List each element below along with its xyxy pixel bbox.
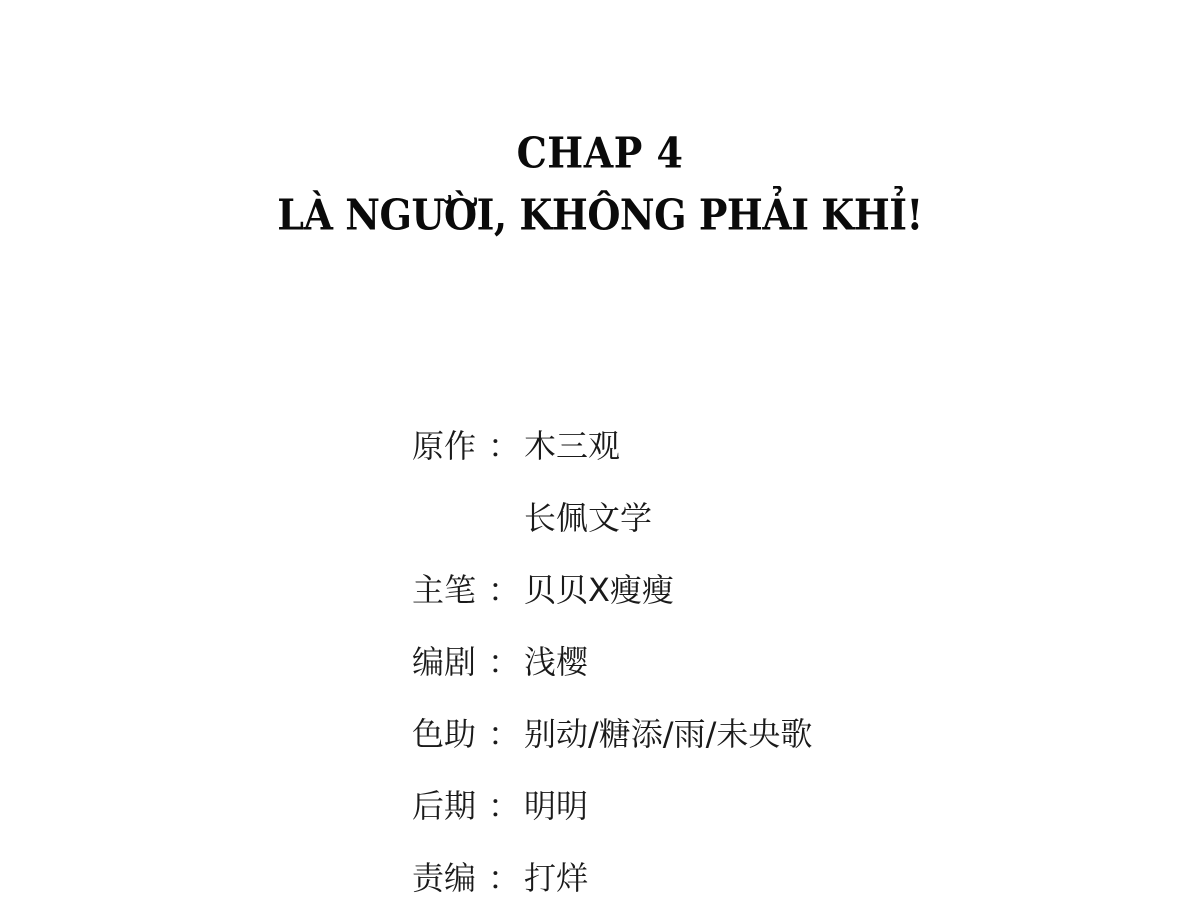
credit-colon: ： bbox=[487, 859, 520, 897]
credit-row-lead-artist bbox=[412, 552, 1172, 624]
credits-list bbox=[412, 408, 1172, 912]
credit-label: 色助 bbox=[412, 715, 477, 753]
credit-colon: ： bbox=[487, 643, 520, 681]
credit-value: 打烊 bbox=[524, 859, 589, 897]
credit-value: 长佩文学 bbox=[524, 499, 653, 537]
credit-label: 责编 bbox=[412, 859, 477, 897]
credit-value: 浅樱 bbox=[524, 643, 589, 681]
credit-colon: ： bbox=[487, 427, 520, 465]
chapter-title: LÀ NGƯỜI, KHÔNG PHẢI KHỈ! bbox=[277, 189, 923, 240]
credit-row-publisher bbox=[412, 480, 1172, 552]
chapter-number: CHAP 4 bbox=[516, 127, 684, 178]
credit-value: 贝贝X瘦瘦 bbox=[524, 571, 674, 609]
credit-row-editor bbox=[412, 840, 1172, 912]
credit-value: 明明 bbox=[524, 787, 589, 825]
credit-row-script bbox=[412, 624, 1172, 696]
credit-label: 主笔 bbox=[412, 571, 477, 609]
credit-colon: ： bbox=[487, 787, 520, 825]
credit-row-color-assist bbox=[412, 696, 1172, 768]
credit-colon: ： bbox=[487, 571, 520, 609]
credit-label: 原作 bbox=[412, 427, 477, 465]
credit-label: 编剧 bbox=[412, 643, 477, 681]
credit-row-post-production bbox=[412, 768, 1172, 840]
credit-row-original-author bbox=[412, 408, 1172, 480]
credit-value: 木三观 bbox=[524, 427, 621, 465]
credit-colon: ： bbox=[487, 715, 520, 753]
credit-label: 后期 bbox=[412, 787, 477, 825]
credit-value: 别动/糖添/雨/未央歌 bbox=[524, 715, 813, 753]
